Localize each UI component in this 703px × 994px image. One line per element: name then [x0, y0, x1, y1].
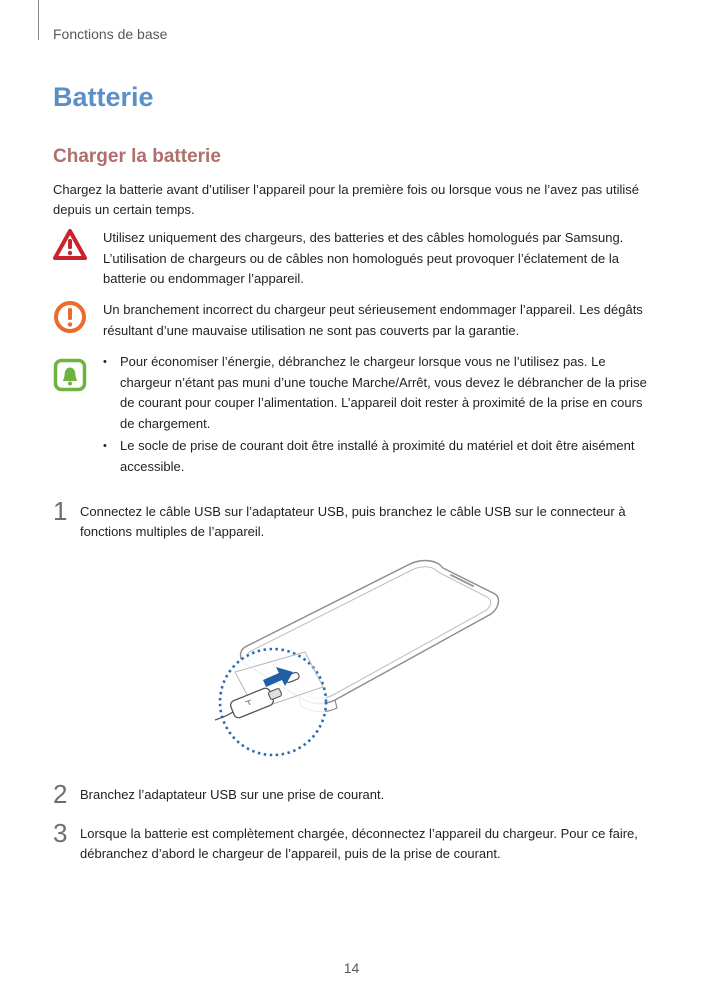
step-1: [53, 496, 653, 542]
header-rule: [38, 0, 39, 40]
step-text: Connectez le câble USB sur l’adaptateur USB, puis branchez le câble USB sur le connecteur à fonctions multiples de l’appareil.: [80, 504, 626, 539]
step-3: [53, 818, 653, 864]
note-item: • Pour économiser l’énergie, débranchez le chargeur lorsque vous ne l’utilisez pas. Le chargeur n’étant pas muni d’une touche Marche/Arrêt, vous devez le débrancher de la prise de courant pour couper l’alimentation. L’appareil doit rester à proximité de la prise en cours de chargement.: [103, 352, 653, 434]
step-2: [53, 779, 653, 809]
note-item: • Le socle de prise de courant doit être installé à proximité du matériel et doit être aisément accessible.: [103, 436, 653, 477]
step-number: 1: [53, 496, 68, 526]
intro-paragraph: Chargez la batterie avant d’utiliser l’appareil pour la première fois ou lorsque vous ne l’avez pas utilisé depuis un certain temps.: [53, 182, 640, 217]
note-notice: [53, 352, 653, 479]
step-number: 3: [53, 818, 68, 848]
warning-text: Utilisez uniquement des chargeurs, des batteries et des câbles homologués par Samsung. L’utilisation de chargeurs ou de câbles non homologués peut provoquer l’éclatement de la batterie ou endommager l’appareil.: [103, 230, 624, 286]
step-text: Lorsque la batterie est complètement chargée, déconnectez l’appareil du chargeur. Pour ce faire, débranchez d’abord le chargeur de l’appareil, puis de la prise de courant.: [80, 826, 638, 861]
section-title: Charger la batterie: [53, 146, 221, 167]
bell-note-icon: [53, 358, 87, 392]
header-section-label: Fonctions de base: [53, 26, 168, 42]
caution-notice: [53, 300, 653, 341]
step-text: Branchez l’adaptateur USB sur une prise de courant.: [80, 787, 385, 802]
caution-text: Un branchement incorrect du chargeur peut sérieusement endommager l’appareil. Les dégâts résultant d’une mauvaise utilisation ne sont pas couverts par la garantie.: [103, 302, 643, 338]
caution-circle-icon: [53, 300, 87, 334]
warning-triangle-icon: [53, 228, 87, 262]
warning-notice: [53, 228, 653, 290]
page-number: 14: [343, 960, 360, 976]
charging-illustration: [205, 552, 505, 757]
step-number: 2: [53, 779, 68, 809]
page-title: Batterie: [53, 82, 154, 112]
